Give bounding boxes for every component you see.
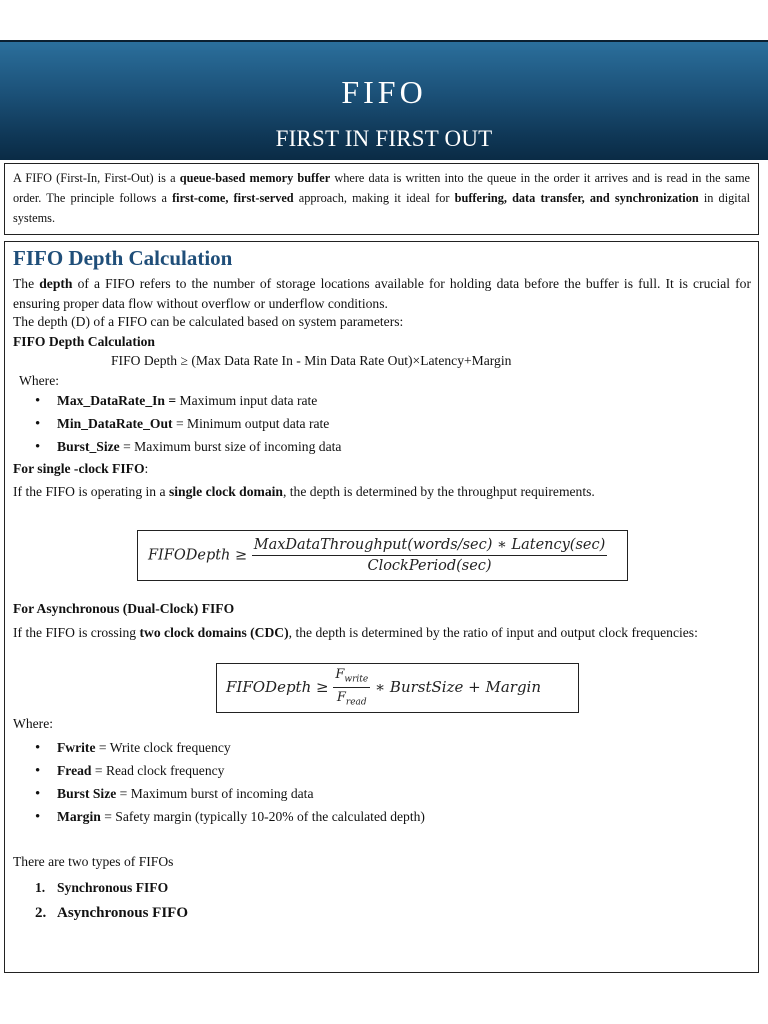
single-text: If the FIFO is operating in a xyxy=(13,484,169,499)
depth-bold: depth xyxy=(39,276,73,291)
intro-bold-queue: queue-based memory buffer xyxy=(179,171,331,185)
single-clock-text xyxy=(13,484,595,500)
single-text: , the depth is determined by the throughput requirements. xyxy=(282,484,595,499)
where-label: Where: xyxy=(13,716,53,731)
single-clock-title: For single -clock FIFO xyxy=(13,461,145,476)
param-list xyxy=(35,391,341,460)
list-item xyxy=(35,807,425,830)
types-intro: There are two types of FIFOs xyxy=(13,854,174,869)
async-label: For Asynchronous (Dual-Clock) FIFO xyxy=(13,601,235,616)
list-number: 2. xyxy=(35,905,47,921)
intro-box xyxy=(4,163,759,235)
list-item xyxy=(35,738,425,761)
eq-numerator: MaxDataThroughput(words/sec) ∗ Latency(sec) xyxy=(252,537,608,556)
eq-denominator xyxy=(333,688,370,708)
general-formula: FIFO Depth ≥ (Max Data Rate In - Min Data Rate Out)×Latency+Margin xyxy=(111,353,512,368)
list-item xyxy=(35,391,341,414)
depth-text: The xyxy=(13,276,40,291)
single-clock-colon: : xyxy=(144,461,149,476)
eq-rhs: ∗ BurstSize + Margin xyxy=(370,678,542,697)
eq-numerator-symbol: F xyxy=(335,667,345,682)
eq-lhs: FIFODepth ≥ xyxy=(226,678,334,697)
async-bold: two clock domains (CDC) xyxy=(139,625,289,640)
param-desc: = Read clock frequency xyxy=(91,763,225,778)
single-clock-label xyxy=(13,461,148,477)
depth-text: of a FIFO refers to the number of storage locations available for holding data before the buffer is full. It is crucial for ensuring proper data flow without overflow or underflow conditions. xyxy=(13,276,751,311)
page-subtitle: FIRST IN FIRST OUT xyxy=(275,126,493,151)
async-text-part: , the depth is determined by the ratio of input and output clock frequencies: xyxy=(288,625,698,640)
param-term: Fread xyxy=(57,763,92,778)
single-bold: single clock domain xyxy=(168,484,283,499)
fifo-type-label: Asynchronous FIFO xyxy=(57,905,189,921)
clock-param-list xyxy=(35,738,425,830)
single-clock-equation xyxy=(137,530,628,581)
intro-text: where data is written into the queue in the order it arrives and is read in the same order. The principle follows a xyxy=(13,171,750,205)
page-title: FIFO xyxy=(341,74,427,110)
eq-fraction xyxy=(333,667,370,707)
intro-text: in digital systems. xyxy=(13,191,750,225)
param-desc: = Safety margin (typically 10-20% of the calculated depth) xyxy=(100,809,425,824)
param-term: Min_DataRate_Out xyxy=(57,416,173,431)
where-label: Where: xyxy=(19,373,59,388)
fifo-types-list xyxy=(35,877,188,927)
list-item xyxy=(35,761,425,784)
list-item xyxy=(35,902,188,927)
intro-text: A FIFO (First-In, First-Out) is a xyxy=(13,171,180,185)
async-equation xyxy=(216,663,579,713)
list-item xyxy=(35,414,341,437)
eq-fraction xyxy=(252,537,608,574)
param-desc: = Write clock frequency xyxy=(95,740,231,755)
eq-numerator-sub: write xyxy=(344,674,369,685)
intro-bold-fcfs: first-come, first-served xyxy=(172,191,294,205)
depth-definition xyxy=(13,274,751,314)
eq-denominator: ClockPeriod(sec) xyxy=(367,558,492,574)
eq-denominator-sub: read xyxy=(345,697,367,708)
param-term: Max_DataRate_In = xyxy=(57,393,177,408)
depth-params-text: The depth (D) of a FIFO can be calculated based on system parameters: xyxy=(13,314,404,329)
param-desc: Maximum input data rate xyxy=(176,393,318,408)
param-term: Burst_Size xyxy=(57,439,120,454)
param-desc: = Minimum output data rate xyxy=(172,416,330,431)
param-term: Margin xyxy=(57,809,101,824)
list-item xyxy=(35,877,188,902)
param-term: Burst Size xyxy=(57,786,117,801)
intro-bold-uses: buffering, data transfer, and synchronization xyxy=(454,191,699,205)
list-item xyxy=(35,437,341,460)
eq-denominator-symbol: F xyxy=(336,689,346,705)
depth-section xyxy=(4,241,759,973)
async-text-part: If the FIFO is crossing xyxy=(13,625,140,640)
async-text xyxy=(13,623,751,643)
intro-text: approach, making it ideal for xyxy=(293,191,455,205)
list-item xyxy=(35,784,425,807)
section-heading: FIFO Depth Calculation xyxy=(13,246,233,270)
list-number: 1. xyxy=(35,880,46,895)
param-desc: = Maximum burst of incoming data xyxy=(116,786,314,801)
param-term: Fwrite xyxy=(57,740,96,755)
eq-lhs: FIFODepth ≥ xyxy=(148,547,252,564)
calc-label: FIFO Depth Calculation xyxy=(13,334,155,349)
param-desc: = Maximum burst size of incoming data xyxy=(119,439,342,454)
eq-numerator xyxy=(333,667,370,688)
title-banner xyxy=(0,40,768,160)
fifo-type-label: Synchronous FIFO xyxy=(57,880,169,895)
